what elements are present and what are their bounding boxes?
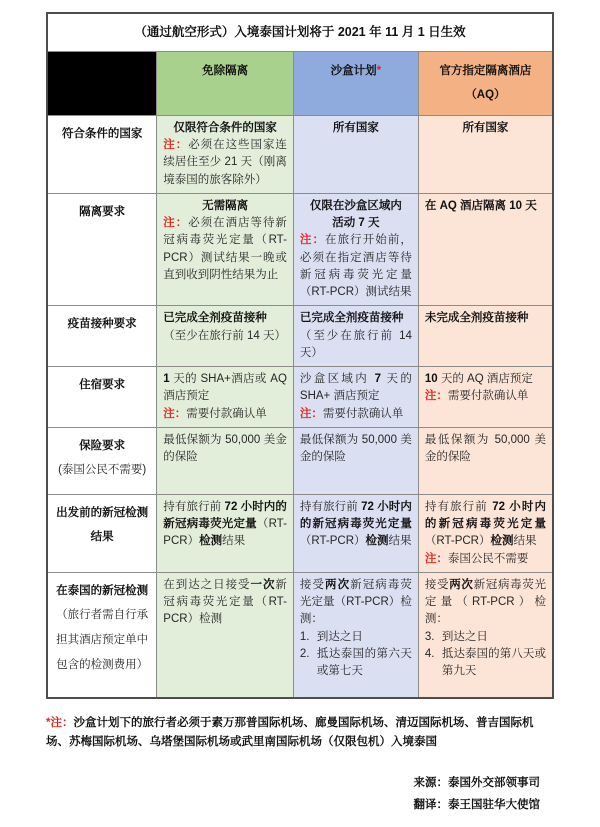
cell-line	[425, 551, 546, 568]
footnote	[46, 714, 554, 753]
credits	[46, 773, 554, 817]
text-run: 新冠病毒荧光定量（RT-PCR）检测：	[424, 578, 547, 626]
column-header-aq-hotel	[418, 51, 553, 115]
list-text	[442, 646, 546, 681]
text-run: 已完成全剂疫苗接种	[163, 312, 267, 325]
text-run: 需要付款确认单	[186, 407, 267, 420]
list-text	[317, 646, 412, 681]
text-run: （旅行者需自行承担其酒店预定单中包含的检测费用）	[56, 609, 149, 671]
text-run: 泰国公民不需要	[447, 552, 529, 565]
row-label	[47, 494, 157, 572]
cell-sandbox-program	[293, 494, 418, 572]
text-run: 免除隔离	[202, 64, 249, 77]
cell-exempt-quarantine	[157, 427, 294, 494]
cell-line	[425, 499, 546, 551]
cell-line	[163, 310, 287, 327]
header-line	[425, 83, 546, 107]
text-run: 必须在酒店等待新冠病毒荧光定量（RT-PCR）测试结果一晚或直到收到阴性结果为止	[163, 217, 287, 281]
text-run: 符合条件的国家	[61, 127, 143, 140]
text-run: 结果	[90, 531, 114, 544]
row-label-line	[54, 579, 150, 604]
cell-line	[300, 198, 412, 215]
table-row	[47, 306, 553, 367]
text-run: 结果	[388, 535, 412, 548]
cell-line	[163, 432, 287, 467]
text-run: 检测	[490, 535, 514, 548]
text-run: 沙盒区域内	[299, 373, 375, 385]
text-run: 两次	[325, 578, 351, 591]
text-run: 到达之日	[441, 630, 488, 643]
text-run: 持有旅行前	[163, 500, 225, 513]
text-run: 注：	[299, 234, 326, 247]
row-label-line	[54, 312, 150, 337]
text-run: 疫苗接种要求	[67, 318, 137, 331]
text-run: 结果	[513, 535, 537, 548]
text-run: 活动 7 天	[332, 217, 380, 229]
list-number: 4.	[424, 647, 435, 660]
entry-rules-table	[46, 12, 554, 699]
text-run: 7	[374, 373, 381, 385]
text-run: 天的 AQ 酒店预定	[437, 373, 533, 385]
text-run: 沙盒计划	[330, 64, 377, 77]
text-run: 最低保额为 50,000 美金的保险	[163, 433, 287, 463]
text-run: 无需隔离	[202, 199, 249, 212]
text-run: 新冠病毒荧光定量（RT-PCR）检测	[163, 578, 287, 626]
row-label-line	[54, 525, 150, 550]
cell-line	[300, 215, 412, 232]
row-label	[47, 115, 157, 193]
text-run: 注：	[163, 139, 189, 151]
text-run: 注：	[424, 552, 448, 565]
text-run: 1	[163, 373, 170, 385]
text-run: 72 小时内的新冠病毒荧光定量	[299, 500, 412, 530]
text-run: 保险要求	[79, 439, 126, 452]
cell-sandbox-program	[293, 306, 418, 367]
cell-line	[163, 577, 287, 629]
text-run: 天的 SHA+ 酒店预定	[299, 373, 412, 403]
text-run: 出发前的新冠检测	[56, 506, 149, 519]
header-line	[425, 59, 546, 83]
cell-line	[425, 577, 546, 629]
cell-line	[425, 310, 546, 327]
cell-exempt-quarantine	[157, 367, 294, 428]
cell-line	[300, 406, 412, 423]
table-head	[47, 13, 553, 115]
row-label-line	[54, 501, 150, 526]
column-header-exempt-quarantine	[157, 51, 294, 115]
text-run: *	[376, 64, 382, 77]
row-label	[47, 306, 157, 367]
text-run: 检测	[365, 535, 389, 548]
text-run: 注：	[163, 407, 187, 420]
text-run: 在 AQ 酒店隔离 10 天	[424, 199, 537, 212]
text-run: 10	[424, 373, 438, 385]
text-run: 到达之日	[316, 630, 363, 643]
cell-line	[163, 371, 287, 406]
column-header-sandbox-program	[293, 51, 418, 115]
cell-aq-hotel	[418, 494, 553, 572]
text-run: 注：	[163, 217, 189, 229]
text-run: 接受	[424, 578, 450, 591]
cell-line	[163, 198, 287, 215]
text-run: 最低保额为 50,000 美金的保险	[424, 433, 546, 463]
header-line	[163, 59, 287, 83]
list-item	[425, 629, 546, 646]
text-run: 最低保额为 50,000 美金的保险	[299, 433, 412, 463]
row-label-line	[54, 603, 150, 677]
cell-sandbox-program	[293, 367, 418, 428]
text-run: 仅限符合条件的国家	[173, 121, 277, 134]
cell-aq-hotel	[418, 193, 553, 306]
cell-line	[300, 310, 412, 327]
table-row	[47, 494, 553, 572]
cell-sandbox-program	[293, 572, 418, 698]
text-run: 持有旅行前	[424, 500, 493, 513]
cell-aq-hotel	[418, 427, 553, 494]
cell-aq-hotel	[418, 306, 553, 367]
text-run: 注：	[424, 390, 448, 403]
text-run: 天的 SHA+酒店或 AQ 酒店预定	[163, 373, 287, 403]
list-text	[317, 629, 412, 646]
cell-exempt-quarantine	[157, 572, 294, 698]
translation-line: 翻译：泰王国驻华大使馆	[413, 798, 540, 811]
cell-line	[425, 371, 546, 388]
text-run: 所有国家	[332, 121, 379, 134]
text-run: 需要付款确认单	[447, 390, 529, 403]
text-run: 结果	[222, 535, 246, 548]
text-run: 72 小时内的新冠病毒荧光定量	[424, 500, 546, 530]
row-label-line	[54, 200, 150, 225]
cell-line	[425, 432, 546, 467]
text-run: 抵达泰国的第六天或第七天	[316, 647, 412, 677]
text-run: 住宿要求	[79, 379, 126, 391]
row-label	[47, 367, 157, 428]
cell-line	[300, 371, 412, 406]
title-row	[47, 13, 553, 51]
text-run: 沙盒计划下的旅行者必须于素万那普国际机场、廊曼国际机场、清迈国际机场、普吉国际机场、苏梅国际机场、乌塔堡国际机场或武里南国际机场（仅限包机）入境泰国	[46, 716, 534, 749]
table-row	[47, 427, 553, 494]
text-run: （RT-PCR）	[163, 518, 287, 548]
cell-line	[300, 499, 412, 551]
cell-line	[425, 120, 546, 137]
cell-line	[300, 432, 412, 467]
cell-aq-hotel	[418, 115, 553, 193]
text-run: 仅限在沙盒区域内	[309, 199, 402, 212]
text-run: 官方指定隔离酒店	[439, 64, 532, 77]
cell-line	[163, 328, 287, 345]
cell-line	[163, 406, 287, 423]
cell-aq-hotel	[418, 572, 553, 698]
list-number: 1.	[299, 630, 310, 643]
table-title: （通过航空形式）入境泰国计划将于 2021 年 11 月 1 日生效	[47, 13, 553, 51]
cell-exempt-quarantine	[157, 494, 294, 572]
text-run: 抵达泰国的第八天或第九天	[441, 647, 546, 677]
cell-line	[300, 120, 412, 137]
text-run: 必须在这些国家连续居住至少 21 天（刚离境泰国的旅客除外）	[163, 139, 287, 186]
cell-exempt-quarantine	[157, 115, 294, 193]
cell-exempt-quarantine	[157, 193, 294, 306]
cell-line	[163, 215, 287, 284]
cell-line	[300, 232, 412, 301]
list-item	[300, 646, 412, 681]
header-line	[300, 59, 412, 83]
cell-line	[425, 198, 546, 215]
text-run: (泰国公民不需要)	[58, 464, 147, 477]
cell-sandbox-program	[293, 115, 418, 193]
row-label-line	[54, 434, 150, 459]
text-run: （至少在旅行前 14 天）	[163, 329, 286, 342]
cell-aq-hotel	[418, 367, 553, 428]
column-header-row-label	[47, 51, 157, 115]
row-label	[47, 572, 157, 698]
cell-line	[163, 120, 287, 137]
cell-exempt-quarantine	[157, 306, 294, 367]
text-run: 在到达之日接受	[163, 578, 251, 591]
text-run: 注：	[299, 407, 323, 420]
text-run: （RT-PCR）	[424, 535, 491, 548]
row-label-line	[54, 122, 150, 147]
cell-line	[163, 499, 287, 551]
text-run: 72 小时内的新冠病毒荧光定量	[163, 500, 287, 530]
cell-sandbox-program	[293, 427, 418, 494]
text-run: 持有旅行前	[299, 500, 362, 513]
cell-line	[163, 137, 287, 189]
list-number: 2.	[299, 647, 310, 660]
cell-line	[425, 388, 546, 405]
cell-line	[300, 328, 412, 363]
row-label-line	[54, 458, 150, 483]
text-run: 两次	[449, 578, 474, 591]
text-run: 接受	[299, 578, 326, 591]
text-run: 隔离要求	[79, 205, 126, 218]
cell-sandbox-program	[293, 193, 418, 306]
row-label-line	[54, 373, 150, 398]
table-row	[47, 367, 553, 428]
text-run: （至少在旅行前 14 天）	[299, 329, 412, 359]
list-text	[442, 629, 546, 646]
text-run: 所有国家	[462, 121, 509, 134]
header-row	[47, 51, 553, 115]
text-run: 一次	[250, 578, 276, 591]
text-run: 已完成全剂疫苗接种	[299, 312, 404, 325]
table-row	[47, 193, 553, 306]
row-label	[47, 427, 157, 494]
text-run: 新冠病毒荧光定量（RT-PCR）检测：	[299, 578, 412, 626]
text-run: *注：	[46, 716, 74, 729]
text-run: 检测	[199, 535, 223, 548]
table-body	[47, 115, 553, 698]
table-row	[47, 572, 553, 698]
text-run: 需要付款确认单	[322, 407, 404, 420]
table-row	[47, 115, 553, 193]
row-label	[47, 193, 157, 306]
list-number: 3.	[424, 630, 435, 643]
text-run: （RT-PCR）	[299, 535, 366, 548]
list-item	[425, 646, 546, 681]
text-run: 在旅行开始前，必须在指定酒店等待新冠病毒荧光定量（RT-PCR）测试结果	[299, 234, 412, 298]
text-run: 未完成全剂疫苗接种	[424, 312, 529, 325]
cell-line	[300, 577, 412, 629]
list-item	[300, 629, 412, 646]
text-run: （AQ）	[465, 88, 506, 101]
text-run: 在泰国的新冠检测	[56, 584, 149, 597]
source-line: 来源：泰国外交部领事司	[413, 776, 540, 789]
